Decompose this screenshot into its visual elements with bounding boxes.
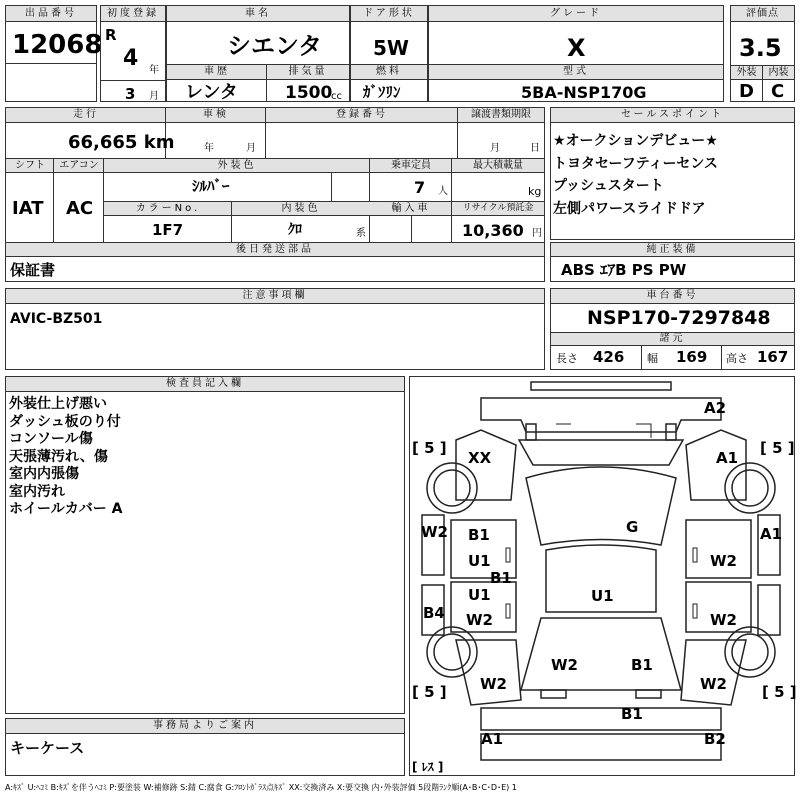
inspector-note: ホイールカバー A <box>9 501 123 517</box>
damage-mark: W2 <box>480 675 507 693</box>
model-label: 車名 <box>167 6 349 22</box>
sales-points-list <box>553 130 718 220</box>
recycle-label: リサイクル預託金 <box>452 202 544 216</box>
type-label: 型式 <box>429 65 723 80</box>
displacement-label: 排気量 <box>267 65 349 80</box>
spare-tire: [ ﾚｽ ] <box>412 760 444 774</box>
damage-mark: A2 <box>704 399 727 417</box>
registration-month: 3 <box>125 85 136 103</box>
transfer-month-unit: 月 <box>490 143 500 154</box>
first-registration-box <box>100 5 166 102</box>
first-registration-label: 初度登録 <box>101 6 165 22</box>
door-value: 5W <box>373 36 409 60</box>
fuel-value: ｶﾞｿﾘﾝ <box>363 83 401 101</box>
damage-mark: B1 <box>468 526 490 544</box>
equipment-value: ABS ｴｱB PS PW <box>561 261 687 279</box>
width-label: 幅 <box>647 352 658 365</box>
equipment-box <box>550 242 795 282</box>
score-value: 3.5 <box>739 34 782 62</box>
vehicle-info-table <box>5 107 545 282</box>
damage-mark: A1 <box>716 449 739 467</box>
exterior-color-value: ｼﾙﾊﾞｰ <box>192 177 230 195</box>
exterior-color-label: 外装色 <box>104 159 370 173</box>
plate-label: 登録番号 <box>266 108 458 123</box>
notes-value: AVIC-BZ501 <box>10 311 103 327</box>
inspector-note: 外装仕上げ悪い <box>9 396 107 412</box>
inspector-label: 検査員記入欄 <box>6 377 404 392</box>
interior-grade-value: C <box>771 81 785 102</box>
damage-mark: G <box>626 518 639 536</box>
tire-tread-front-left: [ 5 ] <box>412 439 447 457</box>
damage-mark: B2 <box>704 730 726 748</box>
damage-mark: XX <box>468 449 492 467</box>
grade-box <box>428 5 724 102</box>
damage-legend: A:ｷｽﾞ U:ﾍｺﾐ B:ｷｽﾞを伴うﾍｺﾐ P:要塗装 W:補修跡 S:錆 C:腐食 G:ﾌﾛﾝﾄｶﾞﾗｽ点ｷｽﾞ XX:交換済み X:要交換 内･外装評価 5段階ﾗﾝｸ順(A･B･C･D･E) 1 <box>5 783 517 792</box>
transfer-label: 譲渡書類期限 <box>458 108 544 123</box>
damage-mark: B4 <box>423 604 445 622</box>
era-value: R <box>105 26 117 44</box>
grade-label: グレード <box>429 6 723 22</box>
exterior-grade-value: D <box>739 81 754 102</box>
inspector-note: 天張薄汚れ、傷 <box>9 448 108 465</box>
chassis-box <box>550 288 795 370</box>
office-value: キーケース <box>10 739 85 757</box>
height-label: 高さ <box>726 352 748 365</box>
score-box <box>730 5 795 102</box>
later-parts-label: 後日発送部品 <box>6 243 544 257</box>
damage-mark: A1 <box>481 730 504 748</box>
color-number-label: カラーNo. <box>104 202 232 216</box>
shift-label: シフト <box>6 159 54 173</box>
sales-point: プッシュスタート <box>553 178 664 194</box>
length-label: 長さ <box>556 352 578 365</box>
history-value: レンタ <box>185 82 238 103</box>
inspector-note: コンソール傷 <box>9 431 93 447</box>
color-number-value: 1F7 <box>152 221 184 239</box>
tire-tread-rear-left: [ 5 ] <box>412 683 447 701</box>
inspector-note: ダッシュ板のり付 <box>9 413 121 430</box>
dimensions-label: 諸元 <box>551 333 794 346</box>
type-value: 5BA-NSP170G <box>521 83 647 102</box>
damage-mark: W2 <box>421 523 448 541</box>
sales-points-label: セールスポイント <box>551 108 794 123</box>
inspector-note: 室内内張傷 <box>9 466 79 482</box>
model-value: シエンタ <box>227 32 323 60</box>
height-value: 167 <box>757 348 789 366</box>
sales-point: 左側パワースライドドア <box>553 200 706 217</box>
score-label: 評価点 <box>731 6 794 22</box>
damage-mark: W2 <box>700 675 727 693</box>
later-parts-value: 保証書 <box>10 261 56 279</box>
tire-tread-front-right: [ 5 ] <box>760 439 795 457</box>
damage-mark: B1 <box>621 705 643 723</box>
max-load-label: 最大積載量 <box>452 159 544 173</box>
tire-tread-rear-right: [ 5 ] <box>762 683 797 701</box>
displacement-unit: cc <box>331 91 342 102</box>
shift-value: IAT <box>12 198 44 219</box>
ac-value: AC <box>66 198 94 219</box>
registration-year: 4 <box>123 46 139 71</box>
transfer-day-unit: 日 <box>530 143 540 154</box>
inspection-label: 車検 <box>166 108 266 123</box>
recycle-value: 10,360 <box>462 221 524 240</box>
recycle-unit: 円 <box>532 228 542 239</box>
max-load-unit: kg <box>528 185 542 198</box>
sales-points-box <box>550 107 795 240</box>
inspector-box <box>5 376 405 714</box>
capacity-value: 7 <box>414 178 426 197</box>
damage-mark: W2 <box>710 552 737 570</box>
year-unit: 年 <box>149 65 159 76</box>
capacity-unit: 人 <box>438 186 448 197</box>
sales-point: ★オークションデビュー★ <box>553 133 718 149</box>
interior-color-unit: 系 <box>356 228 366 239</box>
damage-mark: U1 <box>591 587 614 605</box>
inspection-month-unit: 月 <box>246 143 256 154</box>
interior-grade-label: 内装 <box>763 66 794 80</box>
office-box <box>5 718 405 776</box>
damage-mark: B1 <box>490 569 512 587</box>
door-label: ドア形状 <box>351 6 427 22</box>
office-label: 事務局よりご案内 <box>6 719 404 734</box>
damage-mark: A1 <box>760 525 783 543</box>
inspector-note: 室内汚れ <box>9 483 65 500</box>
car-damage-diagram <box>409 376 795 776</box>
lot-number-box <box>5 5 103 102</box>
month-unit: 月 <box>149 91 159 102</box>
mileage-value: 66,665 km <box>68 132 175 153</box>
car-diagram-svg <box>410 377 794 775</box>
inspection-year-unit: 年 <box>204 143 214 154</box>
equipment-label: 純正装備 <box>551 243 794 257</box>
notes-label: 注意事項欄 <box>6 289 544 304</box>
interior-color-value: ｸﾛ <box>288 222 302 238</box>
chassis-value: NSP170-7297848 <box>587 307 771 329</box>
history-label: 車歴 <box>167 65 267 80</box>
model-box <box>166 5 350 102</box>
length-value: 426 <box>593 348 625 366</box>
exterior-grade-label: 外装 <box>731 66 762 80</box>
capacity-label: 乗車定員 <box>370 159 452 173</box>
import-label: 輸入車 <box>370 202 452 216</box>
interior-color-label: 内装色 <box>232 202 370 216</box>
door-box <box>350 5 428 102</box>
inspector-notes <box>9 396 122 519</box>
damage-mark: W2 <box>551 656 578 674</box>
width-value: 169 <box>676 348 708 366</box>
displacement-value: 1500 <box>285 83 333 103</box>
lot-number-value: 12068 <box>12 30 103 60</box>
damage-mark: W2 <box>466 611 493 629</box>
damage-mark: W2 <box>710 611 737 629</box>
damage-mark: B1 <box>631 656 653 674</box>
damage-mark: U1 <box>468 552 491 570</box>
damage-mark: U1 <box>468 586 491 604</box>
grade-value: X <box>567 34 586 62</box>
sales-point: トヨタセーフティーセンス <box>553 155 718 172</box>
fuel-label: 燃料 <box>351 65 427 80</box>
ac-label: エアコン <box>54 159 104 173</box>
notes-box <box>5 288 545 370</box>
lot-number-label: 出品番号 <box>6 6 96 22</box>
chassis-label: 車台番号 <box>551 289 794 304</box>
mileage-label: 走行 <box>6 108 166 123</box>
